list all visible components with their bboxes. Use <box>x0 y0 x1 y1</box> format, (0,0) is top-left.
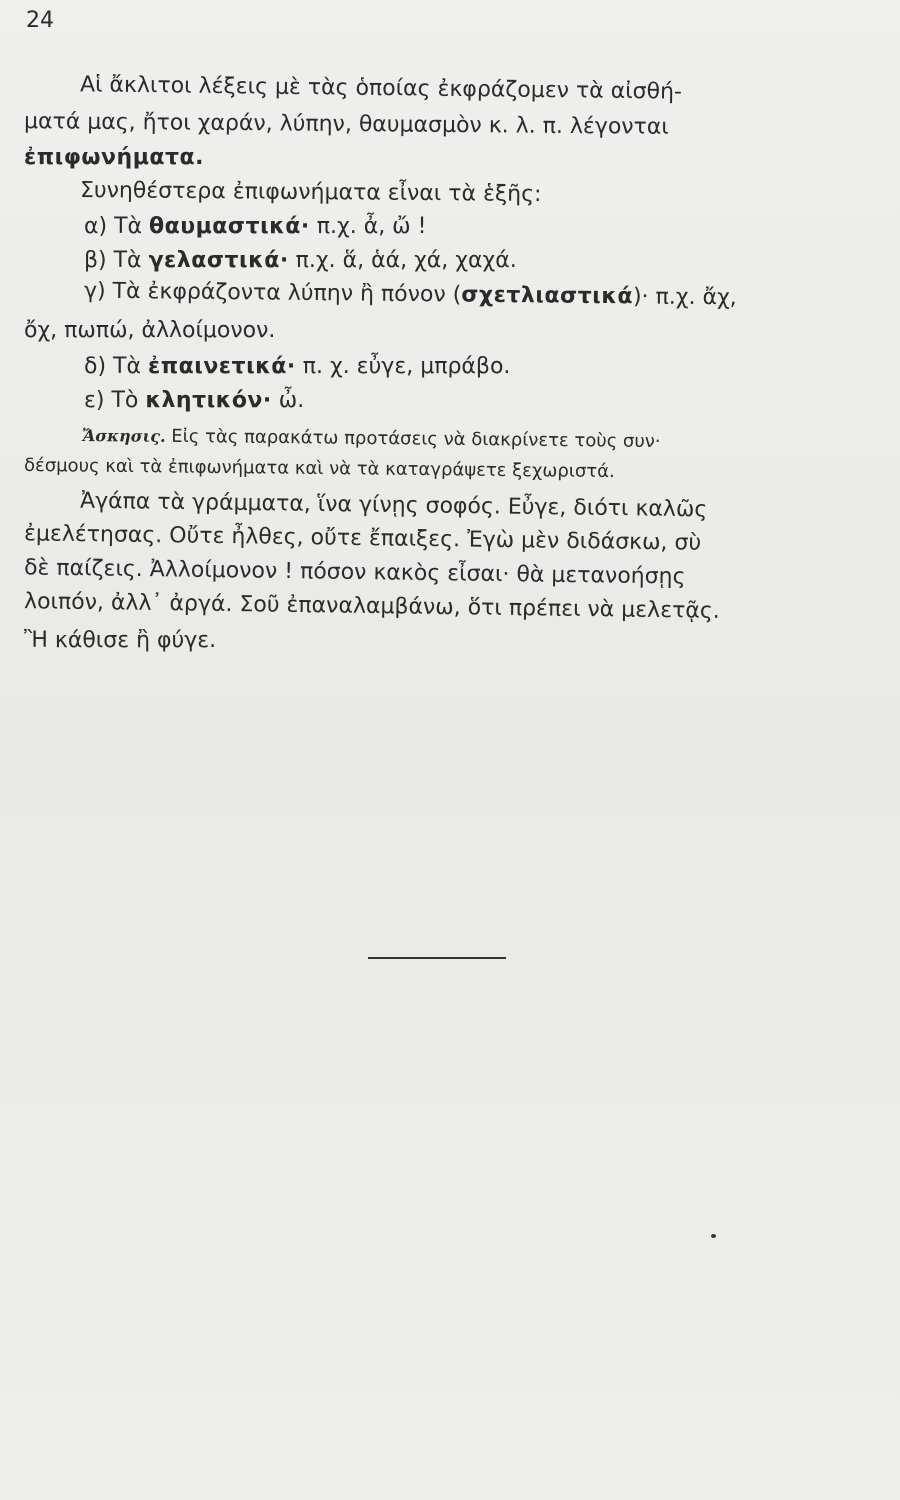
list-item-e <box>84 388 304 413</box>
list-item-c-rest: )· π.χ. ἄχ, <box>632 284 737 311</box>
list-item-c <box>84 279 737 311</box>
list-item-d-term: ἐπαινετικά· <box>147 354 296 379</box>
section-divider <box>368 957 506 959</box>
list-item-a <box>84 214 426 239</box>
exercise-sentence-4: λοιπόν, ἀλλ᾽ ἀργά. Σοῦ ἐπαναλαμβάνω, ὅτι πρέπει νὰ μελετᾷς. <box>23 589 720 624</box>
list-item-d-rest: π. χ. εὖγε, μπράβο. <box>295 354 511 379</box>
exercise-sentence-2: ἐμελέτησας. Οὔτε ἦλθες, οὔτε ἔπαιξες. Ἐγὼ μὲν διδάσκω, σὺ <box>23 521 702 556</box>
list-item-b-rest: π.χ. ἅ, ἁά, χά, χαχά. <box>288 248 517 273</box>
exercise-sentence-1: Ἀγάπα τὰ γράμματα, ἵνα γίνῃς σοφός. Εὖγε, διότι καλῶς <box>79 488 708 523</box>
exercise-instruction: Εἰς τὰς παρακάτω προτάσεις νὰ διακρίνετε τοὺς συν· <box>165 425 661 453</box>
intro-line-1: Αἱ ἄκλιτοι λέξεις μὲ τὰς ὁποίας ἐκφράζομεν τὰ αἰσθή- <box>79 72 683 105</box>
exercise-sentence-3: δὲ παίζεις. Ἀλλοίμονον ! πόσον κακὸς εἶσαι· θὰ μετανοήσῃς <box>23 555 686 590</box>
exercise-line-2: δέσμους καὶ τὰ ἐπιφωνήματα καὶ νὰ τὰ καταγράψετε ξεχωριστά. <box>23 454 615 483</box>
list-item-e-prefix: ε) Τὸ <box>84 388 146 413</box>
list-item-d <box>84 354 510 379</box>
common-interjections-heading: Συνηθέστερα ἐπιφωνήματα εἶναι τὰ ἑξῆς: <box>79 177 542 208</box>
list-item-b-term: γελαστικά· <box>148 248 289 273</box>
list-item-c-continuation: ὄχ, πωπώ, ἀλλοίμονον. <box>24 318 276 343</box>
intro-line-2: ματά μας, ἤτοι χαράν, λύπην, θαυμασμὸν κ. λ. π. λέγονται <box>23 109 669 140</box>
ink-speck <box>711 1234 716 1238</box>
list-item-b <box>84 248 517 273</box>
list-item-a-rest: π.χ. ἆ, ὤ ! <box>309 214 427 239</box>
list-item-e-rest: ὦ. <box>271 388 305 413</box>
list-item-d-prefix: δ) Τὰ <box>84 354 148 379</box>
list-item-c-prefix: γ) Τὰ ἐκφράζοντα λύπην ἢ πόνον ( <box>83 278 462 308</box>
list-item-a-term: θαυμαστικά· <box>149 214 310 239</box>
exercise-line-1 <box>82 425 661 452</box>
list-item-b-prefix: β) Τὰ <box>84 248 149 273</box>
list-item-a-prefix: α) Τὰ <box>84 214 150 239</box>
exercise-label: Ἄσκησις. <box>81 425 166 446</box>
intro-line-3: ἐπιφωνήματα. <box>24 145 205 170</box>
list-item-e-term: κλητικόν· <box>145 388 272 413</box>
page-number: 24 <box>26 8 54 33</box>
list-item-c-term: σχετλιαστικά <box>461 282 634 310</box>
exercise-sentence-5: Ἢ κάθισε ἢ φύγε. <box>24 628 217 653</box>
